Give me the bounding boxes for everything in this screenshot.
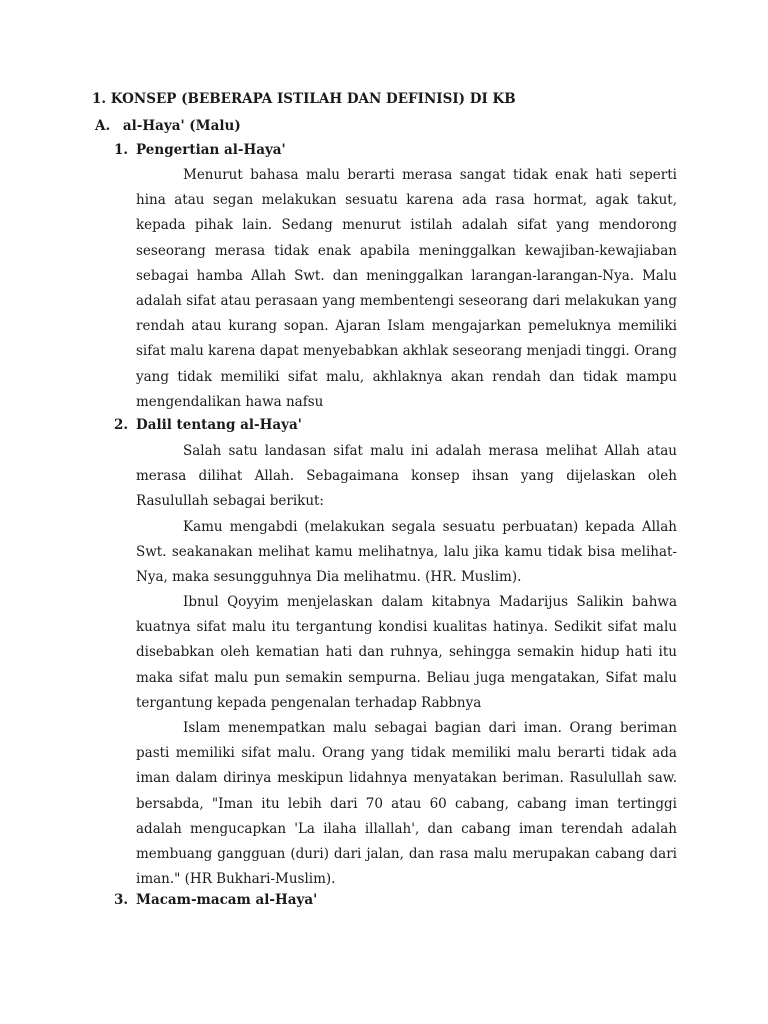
paragraph-ibnul-qoyyim: Ibnul Qoyyim menjelaskan dalam kitabnya Madarijus Salikin bahwa kuatnya sifat malu itu tergantung kondisi kualitas hatinya. Sedikit sifat malu disebabkan oleh kematian hati dan ruhnya, sehingga semakin hidup hati itu maka sifat malu pun semakin sempurna. Beliau juga mengatakan, Sifat malu tergantung kepada pengenalan terhadap Rabbnya bbox=[136, 594, 677, 711]
subsection-title: Pengertian al-Haya' bbox=[136, 142, 286, 158]
section-a-title: al-Haya' (Malu) bbox=[122, 118, 241, 134]
subsection-number: 2. bbox=[114, 417, 129, 433]
subsection-number: 1. bbox=[114, 142, 129, 158]
paragraph-iman: Islam menempatkan malu sebagai bagian dari iman. Orang beriman pasti memiliki sifat malu. Orang yang tidak memiliki malu berarti tidak ada iman dalam dirinya meskipun lidahnya menyatakan beriman. Rasulullah saw. bersabda, "Iman itu lebih dari 70 atau 60 cabang, cabang iman tertinggi adalah mengucapkan 'La ilaha illallah', dan cabang iman terendah adalah membuang gangguan (duri) dari jalan, dan rasa malu merupakan cabang dari iman." (HR Bukhari-Muslim). bbox=[136, 720, 677, 888]
subsection-title: Dalil tentang al-Haya' bbox=[136, 417, 302, 433]
paragraph-pengertian: Menurut bahasa malu berarti merasa sangat tidak enak hati seperti hina atau segan melakukan sesuatu karena ada rasa hormat, agak takut, kepada pihak lain. Sedang menurut istilah adalah sifat yang mendorong seseorang merasa tidak enak apabila meninggalkan kewajiban-kewajiaban sebagai hamba Allah Swt. dan meninggalkan larangan-larangan-Nya. Malu adalah sifat atau perasaan yang membentengi seseorang dari melakukan yang rendah atau kurang sopan. Ajaran Islam mengajarkan pemeluknya memiliki sifat malu karena dapat menyebabkan akhlak seseorang menjadi tinggi. Orang yang tidak memiliki sifat malu, akhlaknya akan rendah dan tidak mampu mengendalikan hawa nafsu bbox=[136, 167, 677, 410]
paragraph-hadis-ihsan: Kamu mengabdi (melakukan segala sesuatu perbuatan) kepada Allah Swt. seakanakan melihat kamu melihatnya, lalu jika kamu tidak bisa melihat-Nya, maka sesungguhnya Dia melihatmu. (HR. Muslim). bbox=[136, 519, 677, 586]
subsection-pengertian bbox=[114, 142, 286, 158]
subsection-macam bbox=[114, 892, 317, 908]
subsection-title: Macam-macam al-Haya' bbox=[136, 892, 318, 908]
subsection-number: 3. bbox=[114, 892, 129, 908]
subsection-dalil bbox=[114, 417, 302, 433]
paragraph-landasan: Salah satu landasan sifat malu ini adalah merasa melihat Allah atau merasa dilihat Allah. Sebagaimana konsep ihsan yang dijelaskan oleh Rasulullah sebagai berikut: bbox=[136, 443, 677, 510]
section-a-marker: A. bbox=[95, 118, 111, 134]
section-a-heading bbox=[95, 118, 241, 134]
heading-konsep: 1. KONSEP (BEBERAPA ISTILAH DAN DEFINISI) DI KB bbox=[92, 91, 516, 107]
